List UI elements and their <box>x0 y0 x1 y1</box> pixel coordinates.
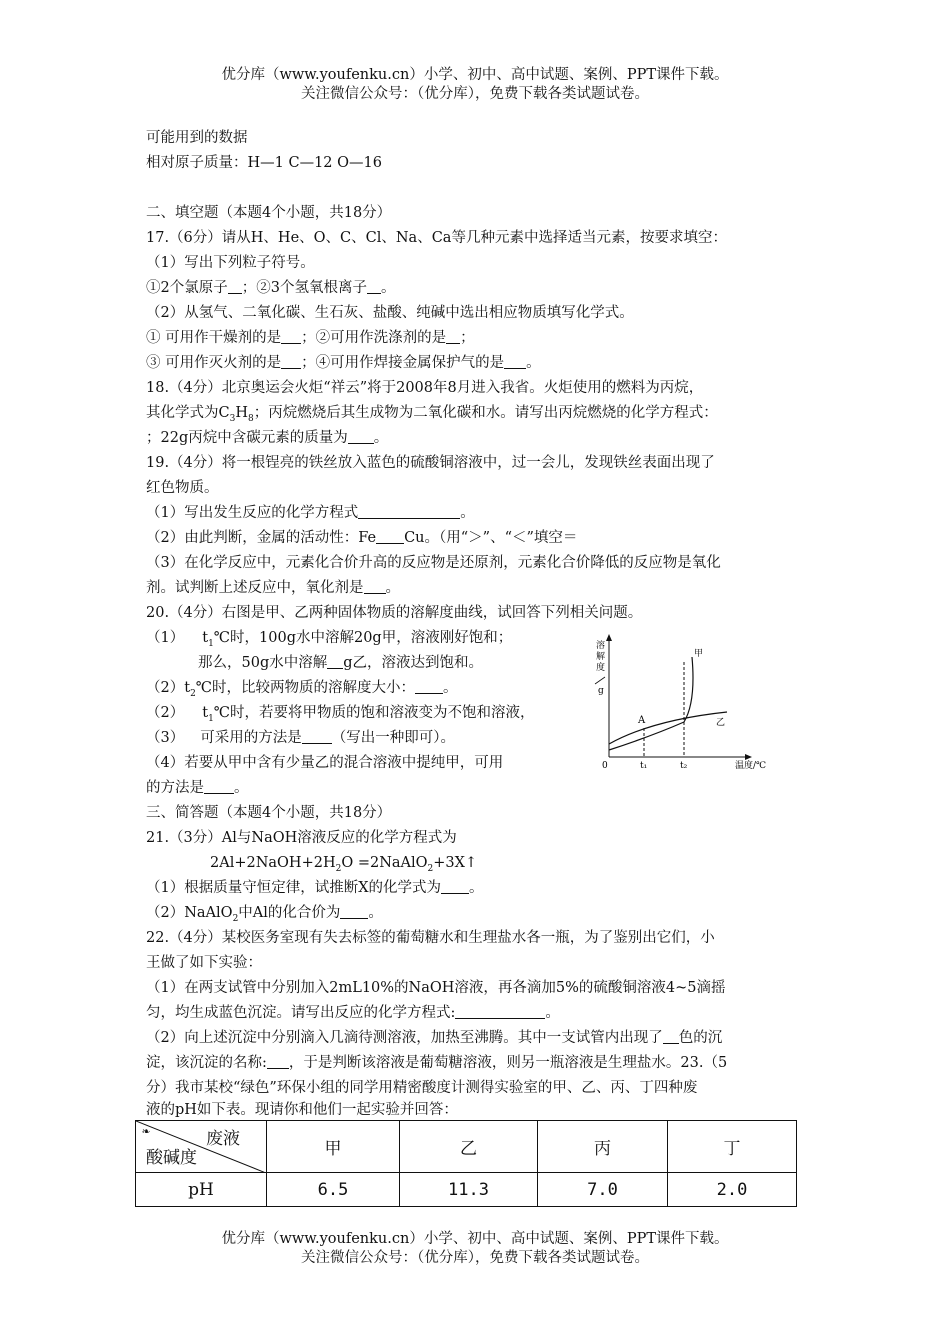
x-axis-arrow <box>745 754 752 760</box>
q20-line-5: （2） $t_1℃$时，若要将甲物质的饱和溶液变为不饱和溶液， <box>146 705 535 724</box>
answer-blank <box>446 329 460 344</box>
table-cell: 7.0 <box>538 1173 668 1207</box>
q17-part2-items-a: ① 可用作干燥剂的是 ；②可用作洗涤剂的是 ； <box>146 330 475 346</box>
decor-icon: ❧ <box>142 1124 150 1139</box>
series-yi-label: 乙 <box>716 718 726 728</box>
answer-blank <box>302 729 332 744</box>
q18-line-2: 其化学式为$C_3H_8$；丙烷燃烧后其生成物为二氧化碳和水。请写出丙烷燃烧的化学方程式： <box>146 405 718 424</box>
q20-line-2: （1） $t_1℃$时，100g水中溶解20g甲，溶液刚好饱和； <box>146 630 513 649</box>
answer-blank <box>348 429 374 444</box>
up-arrow-icon: ↑ <box>464 855 478 871</box>
q18-line-3: ；22g丙烷中含碳元素的质量为 。 <box>146 430 389 446</box>
ylabel-char-3: 度 <box>596 663 606 673</box>
answer-blank <box>455 1004 545 1019</box>
origin-label: 0 <box>602 761 608 771</box>
answer-blank <box>228 279 242 294</box>
ylabel-slash <box>595 677 605 684</box>
header-line-1: 优分库（www.youfenku.cn）小学、初中、高中试题、案例、PPT课件下载。 <box>221 67 729 83</box>
series-jia-line <box>609 657 693 750</box>
q20-line-7: （4）若要从甲中含有少量乙的混合溶液中提纯甲，可用 <box>146 755 504 771</box>
ylabel-char-1: 溶 <box>596 641 606 651</box>
q20-line-6: （3） 可采用的方法是 （写出一种即可）。 <box>146 730 455 746</box>
q17-part2-items-b: ③ 可用作灭火剂的是 ；④可用作焊接金属保护气的是 。 <box>146 355 541 371</box>
answer-blank <box>367 279 381 294</box>
y-axis-arrow <box>606 634 612 641</box>
q20-line-4: $(2)t_2℃$时，比较两物质的溶解度大小： 。 <box>146 680 458 699</box>
q22-line-6: 淀，该沉淀的名称: ，于是判断该溶液是葡萄糖溶液，则另一瓶溶液是生理盐水。23.（5 <box>146 1055 728 1071</box>
q20-line-8: 的方法是 。 <box>146 780 249 796</box>
q19-line-5: （3）在化学反应中，元素化合价升高的反应物是还原剂，元素化合价降低的反应物是氧化 <box>146 555 721 571</box>
table-cell: 2.0 <box>668 1173 797 1207</box>
q21-equation: $2Al+2NaOH+2H_2O$ =2NaAlO$_2$+3X↑ <box>210 855 478 874</box>
answer-blank <box>415 679 443 694</box>
q22-line-2: 王做了如下实验： <box>146 955 262 971</box>
answer-blank <box>358 504 460 519</box>
answer-blank <box>204 779 234 794</box>
q20-line-1: 20.（4分）右图是甲、乙两种固体物质的溶解度曲线，试回答下列相关问题。 <box>146 605 643 621</box>
xlabel: 温度/℃ <box>735 761 767 771</box>
q19-line-4: （2）由此判断，金属的活动性：Fe Cu。（用“＞”、“＜”填空＝ <box>146 530 578 546</box>
answer-blank <box>327 654 343 669</box>
table-header: 甲 <box>267 1121 400 1173</box>
header-line-2: 关注微信公众号：（优分库），免费下载各类试题试卷。 <box>301 86 649 102</box>
q21-line-3: （1）根据质量守恒定律，试推断X的化学式为 。 <box>146 880 484 896</box>
q23-line-2: 液的pH如下表。现请你和他们一起实验并回答： <box>146 1102 458 1118</box>
table-cell: 6.5 <box>267 1173 400 1207</box>
table-header: 丙 <box>538 1121 668 1173</box>
section-2-title: 二、填空题（本题4个小题，共18分） <box>146 205 392 221</box>
q17-part1-items: ①2个氯原子 ；②3个氢氧根离子 。 <box>146 280 396 296</box>
tick-t2: t₂ <box>680 761 688 771</box>
q22-line-1: 22.（4分）某校医务室现有失去标签的葡萄糖水和生理盐水各一瓶，为了鉴别出它们，小 <box>146 930 715 946</box>
page-header <box>0 66 950 104</box>
answer-blank <box>441 879 469 894</box>
answer-blank <box>281 329 301 344</box>
table-header: 丁 <box>668 1121 797 1173</box>
footer-line-1: 优分库（www.youfenku.cn）小学、初中、高中试题、案例、PPT课件下载。 <box>221 1231 729 1247</box>
solubility-chart <box>592 632 797 777</box>
table-cell: 11.3 <box>400 1173 538 1207</box>
corner-top-label: 废液 <box>206 1129 240 1149</box>
point-a-label: A <box>638 715 646 726</box>
corner-bottom-label: 酸碱度 <box>146 1148 197 1168</box>
tick-t1: t₁ <box>640 761 648 771</box>
answer-blank <box>663 1029 679 1044</box>
q21-line-4: （2）NaAlO$_2$中Al的化合价为 。 <box>146 905 383 924</box>
table-header: 乙 <box>400 1121 538 1173</box>
answer-blank <box>504 354 526 369</box>
answer-blank <box>364 579 386 594</box>
footer-line-2: 关注微信公众号：（优分库），免费下载各类试题试卷。 <box>301 1250 649 1266</box>
q19-line-3: （1）写出发生反应的化学方程式 。 <box>146 505 475 521</box>
q23-line-1: 分）我市某校“绿色”环保小组的同学用精密酸度计测得实验室的甲、乙、丙、丁四种废 <box>146 1080 698 1096</box>
q22-line-3: （1）在两支试管中分别加入2mL10%的NaOH溶液，再各滴加5%的硫酸铜溶液4~5滴摇 <box>146 980 726 996</box>
q19-line-1: 19.（4分）将一根锃亮的铁丝放入蓝色的硫酸铜溶液中，过一会儿，发现铁丝表面出现了 <box>146 455 715 471</box>
q17-part1: （1）写出下列粒子符号。 <box>146 255 315 271</box>
q19-line-6: 剂。试判断上述反应中，氧化剂是 。 <box>146 580 400 596</box>
q21-line-1: 21.（3分）Al与NaOH溶液反应的化学方程式为 <box>146 830 457 846</box>
q18-line-1: 18.（4分）北京奥运会火炬“祥云”将于2008年8月进入我省。火炬使用的燃料为丙烷， <box>146 380 704 396</box>
ph-table <box>135 1120 797 1207</box>
ylabel-unit: g <box>598 686 604 696</box>
q17-stem: 17.（6分）请从H、He、O、C、Cl、Na、Ca等几种元素中选择适当元素，按要求填空： <box>146 230 727 246</box>
table-row <box>136 1173 797 1207</box>
q20-line-3: 那么，50g水中溶解 g乙，溶液达到饱和。 <box>198 655 484 671</box>
series-yi-line <box>609 712 727 744</box>
data-intro: 可能用到的数据 <box>146 130 248 146</box>
series-jia-label: 甲 <box>694 649 704 659</box>
q22-line-5: （2）向上述沉淀中分别滴入几滴待测溶液，加热至沸腾。其中一支试管内出现了 色的沉 <box>146 1030 723 1046</box>
answer-blank <box>340 904 368 919</box>
ylabel-char-2: 解 <box>596 652 606 662</box>
page-footer <box>0 1230 950 1268</box>
answer-blank <box>267 1054 289 1069</box>
atomic-mass: 相对原子质量：H—1 C—12 O—16 <box>146 155 382 171</box>
q22-line-4: 匀，均生成蓝色沉淀。请写出反应的化学方程式: 。 <box>146 1005 560 1021</box>
table-header-row <box>136 1121 797 1173</box>
row-label: pH <box>136 1173 267 1207</box>
q19-line-2: 红色物质。 <box>146 480 219 496</box>
answer-blank <box>376 529 404 544</box>
answer-blank <box>281 354 301 369</box>
section-3-title: 三、简答题（本题4个小题，共18分） <box>146 805 392 821</box>
table-corner-cell <box>136 1121 267 1173</box>
q17-part2: （2）从氢气、二氧化碳、生石灰、盐酸、纯碱中选出相应物质填写化学式。 <box>146 305 634 321</box>
